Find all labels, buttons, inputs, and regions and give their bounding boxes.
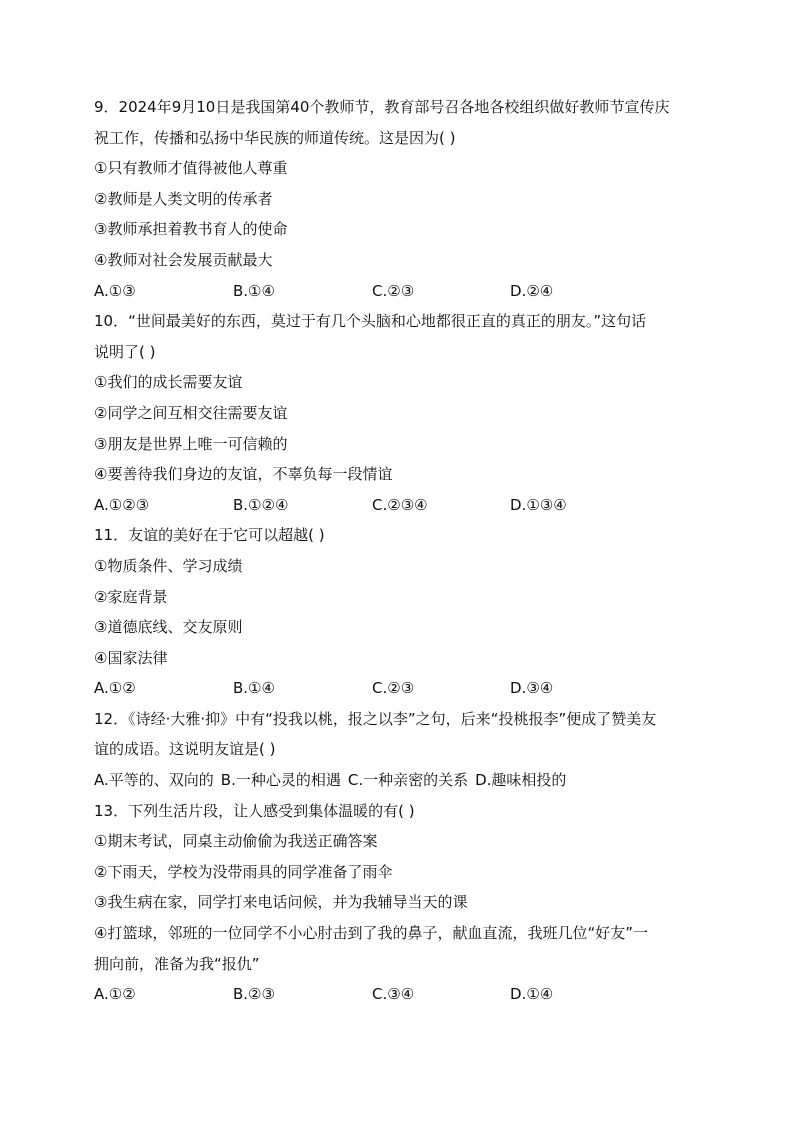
option-c[interactable]: C.②③ xyxy=(372,679,415,698)
statement-item: ③道德底线、交友原则 xyxy=(94,618,243,637)
statement-item: ①物质条件、学习成绩 xyxy=(94,556,243,575)
option-b[interactable]: B.①④ xyxy=(233,679,275,698)
statement-item: ④打篮球，邻班的一位同学不小心肘击到了我的鼻子，献血直流，我班几位“好友”一 xyxy=(94,924,648,943)
question-10 xyxy=(94,306,706,520)
answer-options xyxy=(94,979,706,1010)
statement-item: ③我生病在家，同学打来电话问候，并为我辅导当天的课 xyxy=(94,893,468,912)
answer-options xyxy=(94,765,706,796)
statement-item: ③朋友是世界上唯一可信赖的 xyxy=(94,434,288,453)
statement-item: ④国家法律 xyxy=(94,648,168,667)
statement-item: ④要善待我们身边的友谊，不辜负每一段情谊 xyxy=(94,465,393,484)
statement-item: ②教师是人类文明的传承者 xyxy=(94,189,273,208)
option-a[interactable]: A.①② xyxy=(94,679,136,698)
option-b[interactable]: B.②③ xyxy=(233,985,275,1004)
answer-options xyxy=(94,673,706,704)
option-d[interactable]: D.③④ xyxy=(510,679,554,698)
option-a[interactable]: A.①②③ xyxy=(94,495,150,514)
option-b[interactable]: B.①④ xyxy=(233,281,275,300)
statement-item: 拥向前，准备为我“报仇” xyxy=(94,954,260,973)
question-stem: 祝工作，传播和弘扬中华民族的师道传统。这是因为( ) xyxy=(94,128,456,147)
option-b[interactable]: B.①②④ xyxy=(233,495,289,514)
question-12 xyxy=(94,704,706,796)
answer-options xyxy=(94,490,706,521)
question-13 xyxy=(94,796,706,1010)
question-stem: 12．《诗经·大雅·抑》中有“投我以桃，报之以李”之句，后来“投桃报李”便成了赞美友 xyxy=(94,709,657,728)
option-b[interactable]: B.一种心灵的相遇 xyxy=(220,771,341,790)
statement-item: ④教师对社会发展贡献最大 xyxy=(94,250,273,269)
question-11 xyxy=(94,520,706,704)
question-stem: 说明了( ) xyxy=(94,342,156,361)
option-d[interactable]: D.②④ xyxy=(510,281,554,300)
answer-options xyxy=(94,276,706,307)
option-c[interactable]: C.②③ xyxy=(372,281,415,300)
statement-item: ①我们的成长需要友谊 xyxy=(94,373,243,392)
option-d[interactable]: D.①④ xyxy=(510,985,554,1004)
question-stem: 9．2024年9月10日是我国第40个教师节，教育部号召各地各校组织做好教师节宣传庆 xyxy=(94,98,670,116)
question-stem: 11．友谊的美好在于它可以超越( ) xyxy=(94,526,325,545)
question-9 xyxy=(94,92,706,306)
option-a[interactable]: A.①③ xyxy=(94,281,136,300)
statement-item: ③教师承担着教书育人的使命 xyxy=(94,220,288,239)
option-d[interactable]: D.趣味相投的 xyxy=(475,771,567,790)
exam-page xyxy=(94,92,706,1010)
question-stem: 13．下列生活片段，让人感受到集体温暖的有( ) xyxy=(94,801,415,820)
statement-item: ②同学之间互相交往需要友谊 xyxy=(94,403,288,422)
statement-item: ①只有教师才值得被他人尊重 xyxy=(94,159,288,178)
question-stem: 谊的成语。这说明友谊是( ) xyxy=(94,740,276,759)
option-a[interactable]: A.①② xyxy=(94,985,136,1004)
statement-item: ②家庭背景 xyxy=(94,587,168,606)
statement-item: ②下雨天，学校为没带雨具的同学准备了雨伞 xyxy=(94,862,393,881)
option-c[interactable]: C.③④ xyxy=(372,985,415,1004)
option-c[interactable]: C.一种亲密的关系 xyxy=(347,771,469,790)
option-d[interactable]: D.①③④ xyxy=(510,495,567,514)
option-c[interactable]: C.②③④ xyxy=(372,495,428,514)
option-a[interactable]: A.平等的、双向的 xyxy=(94,771,214,790)
question-stem: 10．“世间最美好的东西，莫过于有几个头脑和心地都很正直的真正的朋友。”这句话 xyxy=(94,312,647,331)
statement-item: ①期末考试，同桌主动偷偷为我送正确答案 xyxy=(94,832,378,851)
